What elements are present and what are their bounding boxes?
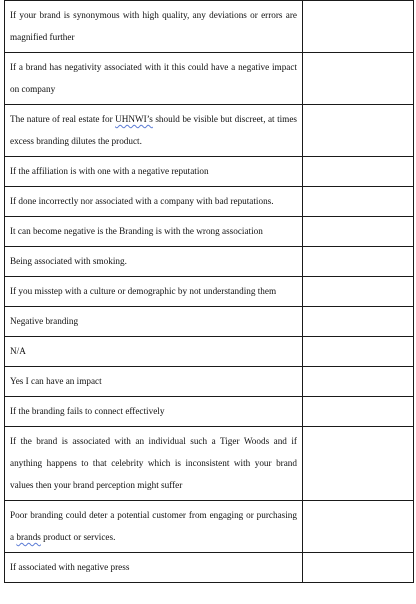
response-text-part: The nature of real estate for — [10, 114, 116, 124]
response-text: If the brand is associated with an individual such a Tiger Woods and if anything happens to that celebrity which is inconsistent with your brand values then your brand perception might suffer — [10, 436, 297, 490]
table-row — [5, 277, 414, 307]
response-cell — [5, 53, 303, 105]
response-text: Yes I can have an impact — [10, 376, 102, 386]
response-text-part: Poor branding could deter a potential customer from engaging or purchasing a — [10, 510, 297, 542]
response-text: If the affiliation is with one with a negative reputation — [10, 166, 209, 176]
table-row — [5, 217, 414, 247]
response-cell — [5, 427, 303, 501]
table-row — [5, 367, 414, 397]
response-cell — [5, 1, 303, 53]
empty-cell — [303, 217, 414, 247]
spellcheck-flagged-word: brands — [16, 532, 41, 542]
response-text: If the branding fails to connect effectively — [10, 406, 165, 416]
table-row — [5, 307, 414, 337]
response-cell — [5, 367, 303, 397]
table-row — [5, 397, 414, 427]
table-row — [5, 337, 414, 367]
empty-cell — [303, 553, 414, 583]
response-cell — [5, 105, 303, 157]
empty-cell — [303, 187, 414, 217]
empty-cell — [303, 367, 414, 397]
empty-cell — [303, 1, 414, 53]
empty-cell — [303, 397, 414, 427]
response-text-part: should be visible but discreet, at times excess branding dilutes the product. — [10, 114, 297, 146]
empty-cell — [303, 307, 414, 337]
table-row — [5, 1, 414, 53]
empty-cell — [303, 337, 414, 367]
empty-cell — [303, 501, 414, 553]
empty-cell — [303, 277, 414, 307]
response-cell — [5, 501, 303, 553]
response-text: If a brand has negativity associated with it this could have a negative impact on company — [10, 62, 297, 94]
response-text: If your brand is synonymous with high quality, any deviations or errors are magnified further — [10, 10, 297, 42]
table-row — [5, 427, 414, 501]
empty-cell — [303, 53, 414, 105]
response-text-part: product or services. — [40, 532, 116, 542]
table-row — [5, 501, 414, 553]
response-cell — [5, 157, 303, 187]
response-cell — [5, 307, 303, 337]
response-cell — [5, 217, 303, 247]
response-cell — [5, 397, 303, 427]
empty-cell — [303, 247, 414, 277]
table-row — [5, 553, 414, 583]
response-cell — [5, 277, 303, 307]
table-row — [5, 247, 414, 277]
empty-cell — [303, 105, 414, 157]
response-text: Being associated with smoking. — [10, 256, 127, 266]
table-row — [5, 105, 414, 157]
response-cell — [5, 187, 303, 217]
empty-cell — [303, 427, 414, 501]
response-table — [4, 0, 414, 583]
response-cell — [5, 247, 303, 277]
response-text: If you misstep with a culture or demographic by not understanding them — [10, 286, 277, 296]
empty-cell — [303, 157, 414, 187]
response-cell — [5, 337, 303, 367]
table-row — [5, 157, 414, 187]
response-text: If done incorrectly nor associated with a company with bad reputations. — [10, 196, 274, 206]
table-row — [5, 53, 414, 105]
table-row — [5, 187, 414, 217]
response-cell — [5, 553, 303, 583]
response-text: If associated with negative press — [10, 562, 130, 572]
response-text: Negative branding — [10, 316, 79, 326]
spellcheck-flagged-word: UHNWI’s — [115, 114, 153, 124]
response-text: It can become negative is the Branding is with the wrong association — [10, 226, 263, 236]
response-text: N/A — [10, 346, 26, 356]
